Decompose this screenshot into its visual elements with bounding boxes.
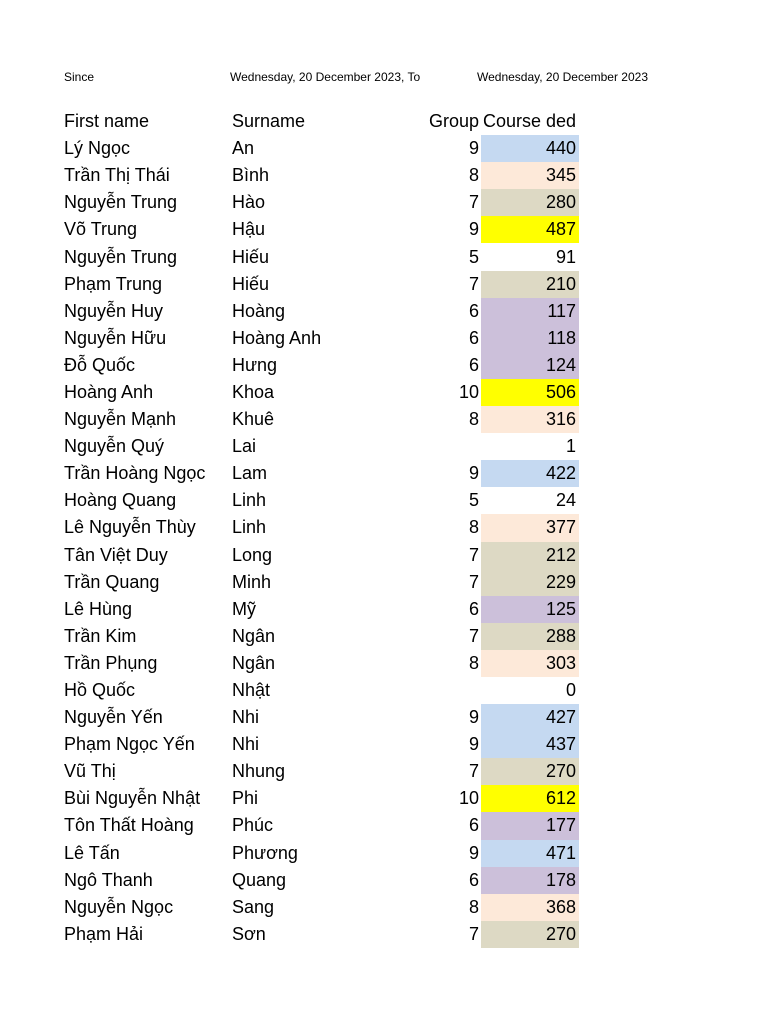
to-date: Wednesday, 20 December 2023	[477, 70, 648, 84]
course-cell[interactable]: 124	[481, 352, 579, 379]
surname-cell[interactable]: Nhi	[232, 734, 260, 755]
surname-cell[interactable]: Mỹ	[232, 598, 256, 619]
group-cell[interactable]: 8	[468, 517, 479, 538]
surname-cell[interactable]: Hậu	[232, 219, 266, 240]
first-name-cell[interactable]: Đỗ Quốc	[64, 354, 136, 375]
group-cell[interactable]: 7	[468, 761, 479, 782]
surname-cell[interactable]: Linh	[232, 490, 267, 511]
surname-cell[interactable]: Sơn	[232, 923, 266, 944]
course-cell[interactable]: 210	[481, 271, 579, 298]
group-cell[interactable]: 7	[468, 923, 479, 944]
surname-cell[interactable]: Hưng	[232, 354, 278, 375]
course-cell[interactable]: 440	[481, 135, 579, 162]
surname-cell[interactable]: Ngân	[232, 625, 276, 646]
course-cell[interactable]: 177	[481, 812, 579, 839]
course-cell[interactable]: 487	[481, 216, 579, 243]
course-cell[interactable]: 422	[481, 460, 579, 487]
first-name-cell[interactable]: Hoàng Quang	[64, 490, 177, 511]
table-row	[62, 487, 579, 514]
first-name-cell[interactable]: Trần Quang	[64, 571, 160, 592]
surname-cell[interactable]: Phương	[232, 842, 298, 863]
surname-cell[interactable]: Hiếu	[232, 273, 270, 294]
surname-cell[interactable]: Phúc	[232, 815, 274, 836]
group-cell[interactable]: 7	[468, 273, 479, 294]
table-row	[62, 298, 579, 325]
course-cell[interactable]: 91	[481, 243, 579, 270]
surname-cell[interactable]: Khuê	[232, 409, 275, 430]
first-name-cell[interactable]: Trần Kim	[64, 625, 137, 646]
table-row	[62, 542, 579, 569]
surname-cell[interactable]: Hào	[232, 192, 266, 213]
first-name-cell[interactable]: Trần Phụng	[64, 652, 158, 673]
surname-cell[interactable]: Khoa	[232, 381, 275, 402]
course-cell[interactable]: 437	[481, 731, 579, 758]
table-row	[62, 325, 579, 352]
surname-cell[interactable]: Quang	[232, 869, 287, 890]
first-name-cell[interactable]: Nguyễn Mạnh	[64, 409, 177, 430]
course-cell[interactable]: 612	[481, 785, 579, 812]
first-name-cell[interactable]: Ngô Thanh	[64, 869, 153, 890]
first-name-cell[interactable]: Lý Ngọc	[64, 138, 131, 159]
table-row	[62, 216, 579, 243]
group-cell[interactable]: 7	[468, 544, 479, 565]
surname-cell[interactable]: Ngân	[232, 652, 276, 673]
course-cell[interactable]: 229	[481, 569, 579, 596]
group-cell[interactable]: 7	[468, 571, 479, 592]
table-row	[62, 650, 579, 677]
table-row	[62, 704, 579, 731]
first-name-cell[interactable]: Trần Hoàng Ngọc	[64, 463, 206, 484]
table-row	[62, 677, 579, 704]
course-cell[interactable]: 1	[481, 433, 579, 460]
table-row	[62, 731, 579, 758]
table-row	[62, 921, 579, 948]
surname-cell[interactable]: Lam	[232, 463, 268, 484]
table-row	[62, 135, 579, 162]
first-name-cell[interactable]: Hoàng Anh	[64, 381, 154, 402]
first-name-cell[interactable]: Nguyễn Ngọc	[64, 896, 174, 917]
first-name-cell[interactable]: Nguyễn Quý	[64, 436, 165, 457]
first-name-cell[interactable]: Hồ Quốc	[64, 680, 136, 701]
table-row	[62, 569, 579, 596]
first-name-cell[interactable]: Lê Tấn	[64, 842, 120, 863]
first-name-cell[interactable]: Nguyễn Trung	[64, 192, 178, 213]
table-row	[62, 758, 579, 785]
first-name-cell[interactable]: Nguyễn Huy	[64, 300, 164, 321]
group-cell[interactable]: 6	[468, 327, 479, 348]
group-cell[interactable]: 6	[468, 598, 479, 619]
group-cell[interactable]	[398, 433, 481, 460]
table-row	[62, 189, 579, 216]
table-row	[62, 623, 579, 650]
course-cell[interactable]: 280	[481, 189, 579, 216]
course-cell[interactable]: 368	[481, 894, 579, 921]
course-cell[interactable]: 117	[481, 298, 579, 325]
course-cell[interactable]: 125	[481, 596, 579, 623]
group-cell[interactable]: 8	[468, 409, 479, 430]
first-name-cell[interactable]: Tân Việt Duy	[64, 544, 168, 565]
table-row	[62, 514, 579, 541]
group-cell[interactable]: 5	[468, 246, 479, 267]
group-cell[interactable]: 10	[458, 788, 479, 809]
first-name-cell[interactable]: Bùi Nguyễn Nhật	[64, 788, 201, 809]
group-cell[interactable]: 6	[468, 354, 479, 375]
first-name-cell[interactable]: Nguyễn Hữu	[64, 327, 167, 348]
group-cell[interactable]: 9	[468, 463, 479, 484]
course-cell[interactable]: 118	[481, 325, 579, 352]
table-row	[62, 243, 579, 270]
course-cell[interactable]: 270	[481, 921, 579, 948]
table-row	[62, 460, 579, 487]
course-cell[interactable]: 178	[481, 867, 579, 894]
table-row	[62, 406, 579, 433]
group-cell[interactable]: 9	[468, 138, 479, 159]
group-cell[interactable]: 6	[468, 300, 479, 321]
course-cell[interactable]: 212	[481, 542, 579, 569]
group-cell[interactable]	[398, 677, 481, 704]
surname-cell[interactable]: Hoàng Anh	[232, 327, 322, 348]
course-cell[interactable]: 288	[481, 623, 579, 650]
course-cell[interactable]: 0	[481, 677, 579, 704]
first-name-cell[interactable]: Tôn Thất Hoàng	[64, 815, 194, 836]
surname-cell[interactable]: Hiếu	[232, 246, 270, 267]
surname-cell[interactable]: An	[232, 138, 255, 159]
group-cell[interactable]: 6	[468, 869, 479, 890]
group-cell[interactable]: 9	[468, 707, 479, 728]
first-name-cell[interactable]: Phạm Hải	[64, 923, 144, 944]
surname-cell[interactable]: Bình	[232, 165, 270, 186]
table-row	[62, 840, 579, 867]
group-cell[interactable]: 10	[458, 381, 479, 402]
surname-cell[interactable]: Nhung	[232, 761, 286, 782]
group-cell[interactable]: 7	[468, 192, 479, 213]
surname-cell[interactable]: Hoàng	[232, 300, 286, 321]
surname-cell[interactable]: Long	[232, 544, 273, 565]
group-cell[interactable]: 7	[468, 625, 479, 646]
first-name-cell[interactable]: Phạm Ngọc Yến	[64, 734, 195, 755]
column-header-first-name[interactable]: First name	[64, 111, 150, 132]
course-cell[interactable]: 377	[481, 514, 579, 541]
column-header-group[interactable]: Group	[428, 111, 479, 132]
table-row	[62, 596, 579, 623]
first-name-cell[interactable]: Võ Trung	[64, 219, 138, 240]
table-row	[62, 894, 579, 921]
column-header-course[interactable]: Course ded	[483, 111, 577, 132]
from-date: Wednesday, 20 December 2023, To	[230, 70, 421, 84]
course-cell[interactable]: 303	[481, 650, 579, 677]
table-row	[62, 271, 579, 298]
group-cell[interactable]: 8	[468, 165, 479, 186]
surname-cell[interactable]: Lai	[232, 436, 257, 457]
group-cell[interactable]: 5	[468, 490, 479, 511]
first-name-cell[interactable]: Nguyễn Yến	[64, 707, 163, 728]
first-name-cell[interactable]: Vũ Thị	[64, 761, 116, 782]
table-body	[62, 135, 579, 948]
surname-cell[interactable]: Minh	[232, 571, 272, 592]
table-row	[62, 785, 579, 812]
first-name-cell[interactable]: Trần Thị Thái	[64, 165, 170, 186]
course-cell[interactable]: 24	[481, 487, 579, 514]
group-cell[interactable]: 9	[468, 219, 479, 240]
course-cell[interactable]: 427	[481, 704, 579, 731]
surname-cell[interactable]: Nhật	[232, 680, 271, 701]
course-cell[interactable]: 270	[481, 758, 579, 785]
first-name-cell[interactable]: Nguyễn Trung	[64, 246, 178, 267]
course-cell[interactable]: 316	[481, 406, 579, 433]
table-row	[62, 433, 579, 460]
group-cell[interactable]: 6	[468, 815, 479, 836]
first-name-cell[interactable]: Lê Nguyễn Thùy	[64, 517, 196, 538]
group-cell[interactable]: 8	[468, 652, 479, 673]
table-row	[62, 867, 579, 894]
column-header-surname[interactable]: Surname	[232, 111, 306, 132]
table-row	[62, 352, 579, 379]
surname-cell[interactable]: Phi	[232, 788, 259, 809]
course-cell[interactable]: 345	[481, 162, 579, 189]
surname-cell[interactable]: Linh	[232, 517, 267, 538]
course-cell[interactable]: 471	[481, 840, 579, 867]
surname-cell[interactable]: Nhi	[232, 707, 260, 728]
first-name-cell[interactable]: Phạm Trung	[64, 273, 163, 294]
column-header-row	[62, 108, 579, 135]
since-label: Since	[64, 70, 95, 84]
surname-cell[interactable]: Sang	[232, 896, 275, 917]
first-name-cell[interactable]: Lê Hùng	[64, 598, 133, 619]
table-row	[62, 379, 579, 406]
table-row	[62, 812, 579, 839]
group-cell[interactable]: 9	[468, 842, 479, 863]
group-cell[interactable]: 8	[468, 896, 479, 917]
group-cell[interactable]: 9	[468, 734, 479, 755]
course-cell[interactable]: 506	[481, 379, 579, 406]
table-row	[62, 162, 579, 189]
students-table	[62, 108, 579, 948]
